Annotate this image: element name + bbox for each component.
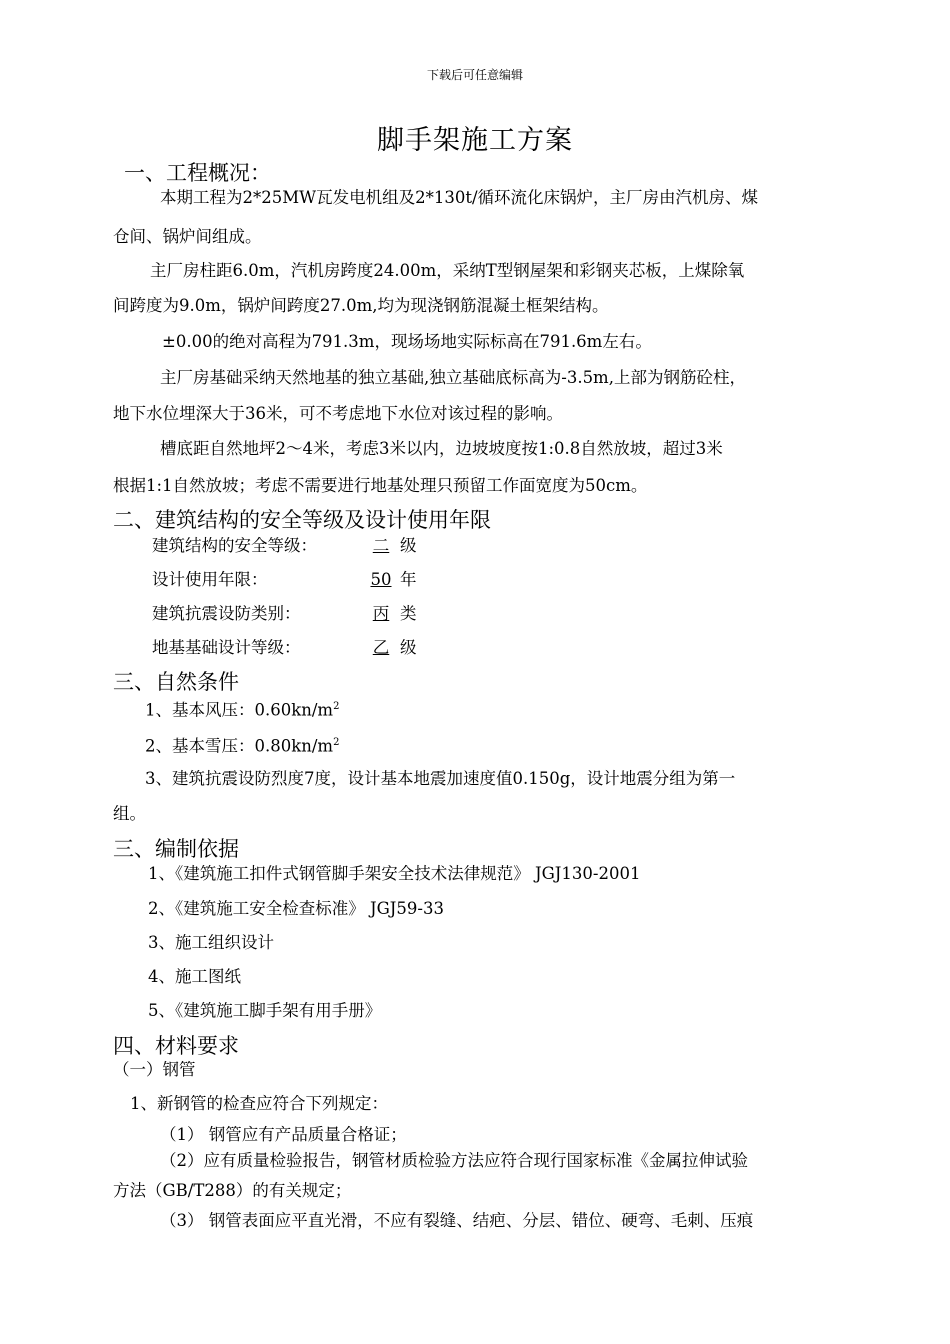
list-item	[145, 732, 339, 758]
list-item-text: 1、基本风压：0.60kn/m	[145, 700, 334, 720]
spec-row	[152, 637, 417, 659]
list-item: 1、《建筑施工扣件式钢管脚手架安全技术法律规范》 JGJ130-2001	[148, 864, 641, 883]
spec-label: 地基基础设计等级：	[152, 638, 301, 657]
list-item: （1） 钢管应有产品质量合格证；	[160, 1125, 407, 1144]
paragraph-line: 根据1:1自然放坡；考虑不需要进行地基处理只预留工作面宽度为50cm。	[113, 476, 648, 495]
list-item: 5、《建筑施工脚手架有用手册》	[148, 1001, 382, 1020]
paragraph-line: ±0.00的绝对高程为791.3m，现场场地实际标高在791.6m左右。	[162, 332, 652, 351]
section-heading-overview: 一、工程概况：	[124, 161, 271, 185]
superscript: 2	[333, 737, 340, 748]
paragraph-line: 槽底距自然地坪2～4米，考虑3米以内，边坡坡度按1:0.8自然放坡，超过3米	[160, 439, 723, 458]
list-item: 4、施工图纸	[148, 967, 241, 986]
paragraph-line: 本期工程为2*25MW瓦发电机组及2*130t/循环流化床锅炉，主厂房由汽机房、煤	[160, 188, 759, 207]
spec-value: 二	[372, 536, 390, 555]
spec-label: 建筑抗震设防类别：	[152, 604, 301, 623]
spec-row	[152, 569, 417, 591]
section-heading-natural-conditions: 三、自然条件	[113, 670, 239, 694]
list-item	[145, 696, 339, 722]
list-item-text: 2、基本雪压：0.80kn/m	[145, 736, 334, 756]
paragraph-line: 主厂房基础采纳天然地基的独立基础,独立基础底标高为-3.5m,上部为钢筋砼柱，	[160, 368, 746, 387]
subsection-heading: （一）钢管	[113, 1060, 196, 1079]
spec-label: 设计使用年限：	[152, 570, 268, 589]
spec-value: 50	[370, 570, 392, 589]
page-header: 下载后可任意编辑	[426, 68, 523, 82]
list-item: 3、建筑抗震设防烈度7度，设计基本地震加速度值0.150g，设计地震分组为第一	[145, 769, 736, 788]
list-item: （2）应有质量检验报告，钢管材质检验方法应符合现行国家标准《金属拉伸试验	[160, 1151, 748, 1170]
spec-row	[152, 603, 417, 625]
list-item-continuation: 方法（GB/T288）的有关规定；	[113, 1181, 352, 1200]
list-item: 1、新钢管的检查应符合下列规定：	[130, 1094, 388, 1113]
section-heading-basis: 三、编制依据	[113, 837, 239, 861]
spec-label: 建筑结构的安全等级：	[152, 536, 317, 555]
spec-unit: 类	[400, 604, 417, 623]
superscript: 2	[333, 701, 340, 712]
paragraph-line: 主厂房柱距6.0m，汽机房跨度24.00m，采纳T型钢屋架和彩钢夹芯板，上煤除氧	[150, 261, 745, 280]
list-item: （3） 钢管表面应平直光滑，不应有裂缝、结疤、分层、错位、硬弯、毛刺、压痕	[160, 1211, 754, 1230]
document-title: 脚手架施工方案	[377, 125, 573, 156]
section-heading-materials: 四、材料要求	[113, 1034, 239, 1058]
spec-unit: 级	[400, 536, 417, 555]
spec-value: 丙	[372, 604, 390, 623]
list-item: 2、《建筑施工安全检查标准》 JGJ59-33	[148, 899, 444, 918]
spec-row	[152, 535, 417, 557]
spec-unit: 级	[400, 638, 417, 657]
spec-unit: 年	[400, 570, 417, 589]
section-heading-safety-grade: 二、建筑结构的安全等级及设计使用年限	[113, 508, 491, 532]
paragraph-line: 间跨度为9.0m，锅炉间跨度27.0m,均为现浇钢筋混凝土框架结构。	[113, 296, 609, 315]
list-item-continuation: 组。	[113, 804, 146, 823]
paragraph-line: 地下水位埋深大于36米，可不考虑地下水位对该过程的影响。	[113, 404, 563, 423]
list-item: 3、施工组织设计	[148, 933, 274, 952]
paragraph-line: 仓间、锅炉间组成。	[113, 227, 262, 246]
spec-value: 乙	[372, 638, 390, 657]
